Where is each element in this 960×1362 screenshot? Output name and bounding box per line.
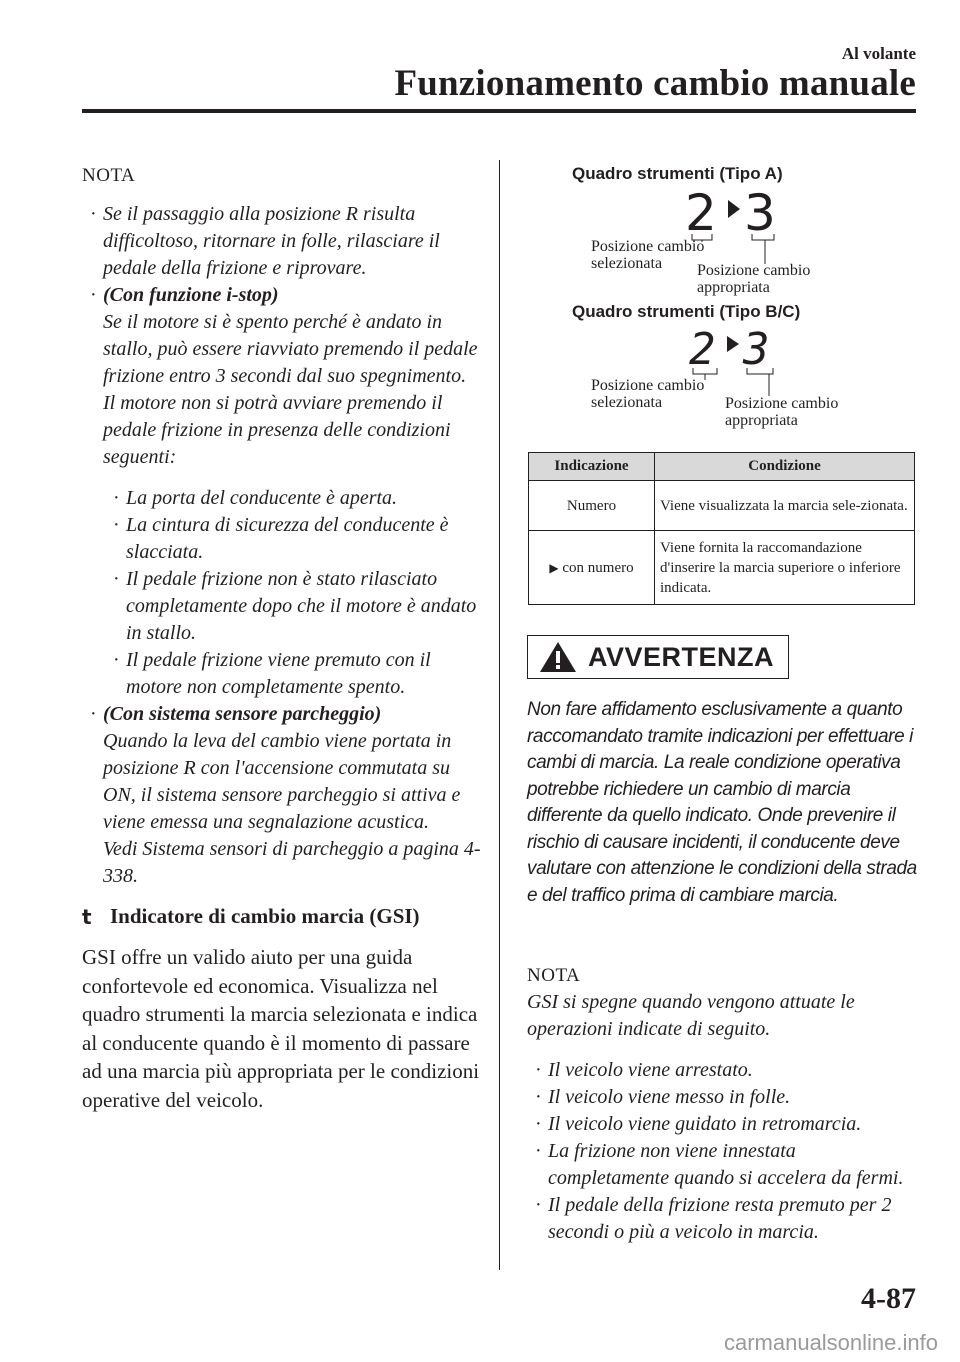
label-appropriate-a: Posizione cambio appropriata bbox=[697, 262, 811, 296]
play-arrow-icon: ▶ bbox=[549, 560, 559, 575]
column-divider bbox=[499, 160, 500, 1270]
running-header-section: Al volante bbox=[841, 44, 916, 63]
figure-caption-type-bc: Quadro strumenti (Tipo B/C) bbox=[572, 302, 801, 321]
bullet-text: Quando la leva del cambio viene portata in posizione R con l'accensione commutata su ON, il sistema sensore parcheggio si attiva e viene emessa una segnalazione acustica. bbox=[103, 730, 461, 833]
page-number: 4-87 bbox=[861, 1282, 916, 1315]
header-rule bbox=[82, 109, 916, 113]
table-header-row bbox=[529, 453, 915, 481]
section-title: Indicatore di cambio marcia (GSI) bbox=[110, 904, 420, 928]
bullet-bold-prefix: (Con sistema sensore parcheggio) bbox=[103, 703, 382, 725]
figure-caption-type-a: Quadro strumenti (Tipo A) bbox=[572, 164, 783, 183]
warning-text: Non fare affidamento esclusivamente a quanto raccomandato tramite indicazioni per effettuare i cambi di marcia. La reale condizione operativa potrebbe richiedere un cambio di marcia differente da quello indicato. Onde prevenire il rischio di causare incidenti, il conducente deve valutare con attenzione le condizioni della strada e del traffico prima di cambiare marcia. bbox=[527, 699, 917, 906]
warning-triangle-icon bbox=[538, 640, 578, 674]
sub-bullet: · La cintura di sicurezza del conducente è slacciata. bbox=[113, 514, 449, 563]
nota-list bbox=[527, 1057, 919, 1246]
list-item: · La frizione non viene innestata completamente quando si accelera da fermi. bbox=[535, 1140, 904, 1189]
selected-gear-digit: 2 bbox=[685, 190, 717, 242]
section-marker-icon: t bbox=[82, 904, 92, 929]
table-row bbox=[529, 481, 915, 531]
page-title: Funzionamento cambio manuale bbox=[394, 63, 916, 104]
table-cell: ▶ con numero bbox=[529, 531, 655, 605]
warning-title: AVVERTENZA bbox=[588, 641, 775, 672]
section-heading bbox=[82, 904, 482, 929]
table-cell: Viene fornita la raccomandazione d'inserire la marcia superiore o inferiore indicata. bbox=[655, 531, 915, 605]
nota-gsi-off bbox=[527, 962, 919, 1246]
gsi-description: GSI offre un valido aiuto per una guida confortevole ed economica. Visualizza nel quadro strumenti la marcia selezionata e indica al conducente quando è il momento di passare ad una marcia più appropriata per le condizioni operative del veicolo. bbox=[82, 945, 480, 1112]
list-item: · Il veicolo viene messo in folle. bbox=[535, 1086, 791, 1108]
sub-bullet: · Il pedale frizione non è stato rilasciato completamente dopo che il motore è andato in stallo. bbox=[113, 568, 477, 644]
nota-intro: GSI si spegne quando vengono attuate le operazioni indicate di seguito. bbox=[527, 991, 855, 1040]
list-item: · Il veicolo viene guidato in retromarcia. bbox=[535, 1113, 862, 1135]
left-column bbox=[82, 162, 482, 1114]
table-header-cell: Indicazione bbox=[529, 453, 655, 481]
bullet-text: Se il motore si è spento perché è andato in stallo, può essere riavviato premendo il pedale frizione entro 3 secondi dal suo spegnimento. bbox=[103, 311, 478, 387]
selected-gear-digit: 2 bbox=[689, 328, 716, 375]
nota-bullet: · (Con sistema sensore parcheggio) Quando la leva del cambio viene portata in posizione R con l'accensione commutata su ON, il sistema sensore parcheggio si attiva e viene emessa una segnalazione acustica. Vedi Sistema sensori di parcheggio a pagina 4-338. bbox=[82, 701, 482, 890]
list-item: · Il veicolo viene arrestato. bbox=[535, 1059, 753, 1081]
list-item: · Il pedale della frizione resta premuto per 2 secondi o più a veicolo in marcia. bbox=[535, 1194, 892, 1243]
shift-up-arrow-icon bbox=[727, 336, 739, 352]
bullet-bold-prefix: (Con funzione i-stop) bbox=[103, 284, 279, 306]
label-appropriate-bc: Posizione cambio appropriata bbox=[725, 395, 839, 429]
nota-bullet: · (Con funzione i-stop) Se il motore si è spento perché è andato in stallo, può essere riavviato premendo il pedale frizione entro 3 secondi dal suo spegnimento. Il motore non si potrà avviare premendo il pedale frizione in presenza delle condizioni seguenti: bbox=[82, 282, 482, 471]
recommended-gear-digit: 3 bbox=[743, 328, 770, 375]
watermark: carmanualsonline.info bbox=[723, 1330, 938, 1355]
label-selected-bc: Posizione cambio selezionata bbox=[591, 377, 705, 411]
bullet-text: Vedi Sistema sensori di parcheggio a pagina 4-338. bbox=[103, 838, 481, 887]
table-row bbox=[529, 531, 915, 605]
recommended-gear-digit: 3 bbox=[744, 190, 776, 242]
nota-label: NOTA bbox=[527, 965, 581, 986]
bullet-text: Il motore non si potrà avviare premendo il pedale frizione in presenza delle condizioni seguenti: bbox=[103, 392, 451, 468]
warning-box bbox=[527, 635, 789, 679]
bullet-text: Se il passaggio alla posizione R risulta difficoltoso, ritornare in folle, rilasciare il pedale della frizione e riprovare. bbox=[103, 203, 440, 279]
nota-bullet: · Se il passaggio alla posizione R risulta difficoltoso, ritornare in folle, rilasciare il pedale della frizione e riprovare. bbox=[90, 203, 440, 279]
gsi-indication-table bbox=[528, 452, 915, 605]
shift-up-arrow-icon bbox=[728, 200, 740, 218]
sub-bullet: · Il pedale frizione viene premuto con il motore non completamente spento. bbox=[113, 649, 431, 698]
table-cell: Viene visualizzata la marcia sele-zionata. bbox=[655, 481, 915, 531]
table-header-cell: Condizione bbox=[655, 453, 915, 481]
sub-bullet: · La porta del conducente è aperta. bbox=[113, 487, 398, 509]
label-selected-a: Posizione cambio selezionata bbox=[591, 238, 705, 272]
table-cell: Numero bbox=[529, 481, 655, 531]
nota-label: NOTA bbox=[82, 165, 136, 186]
sub-bullet-list bbox=[82, 485, 482, 701]
